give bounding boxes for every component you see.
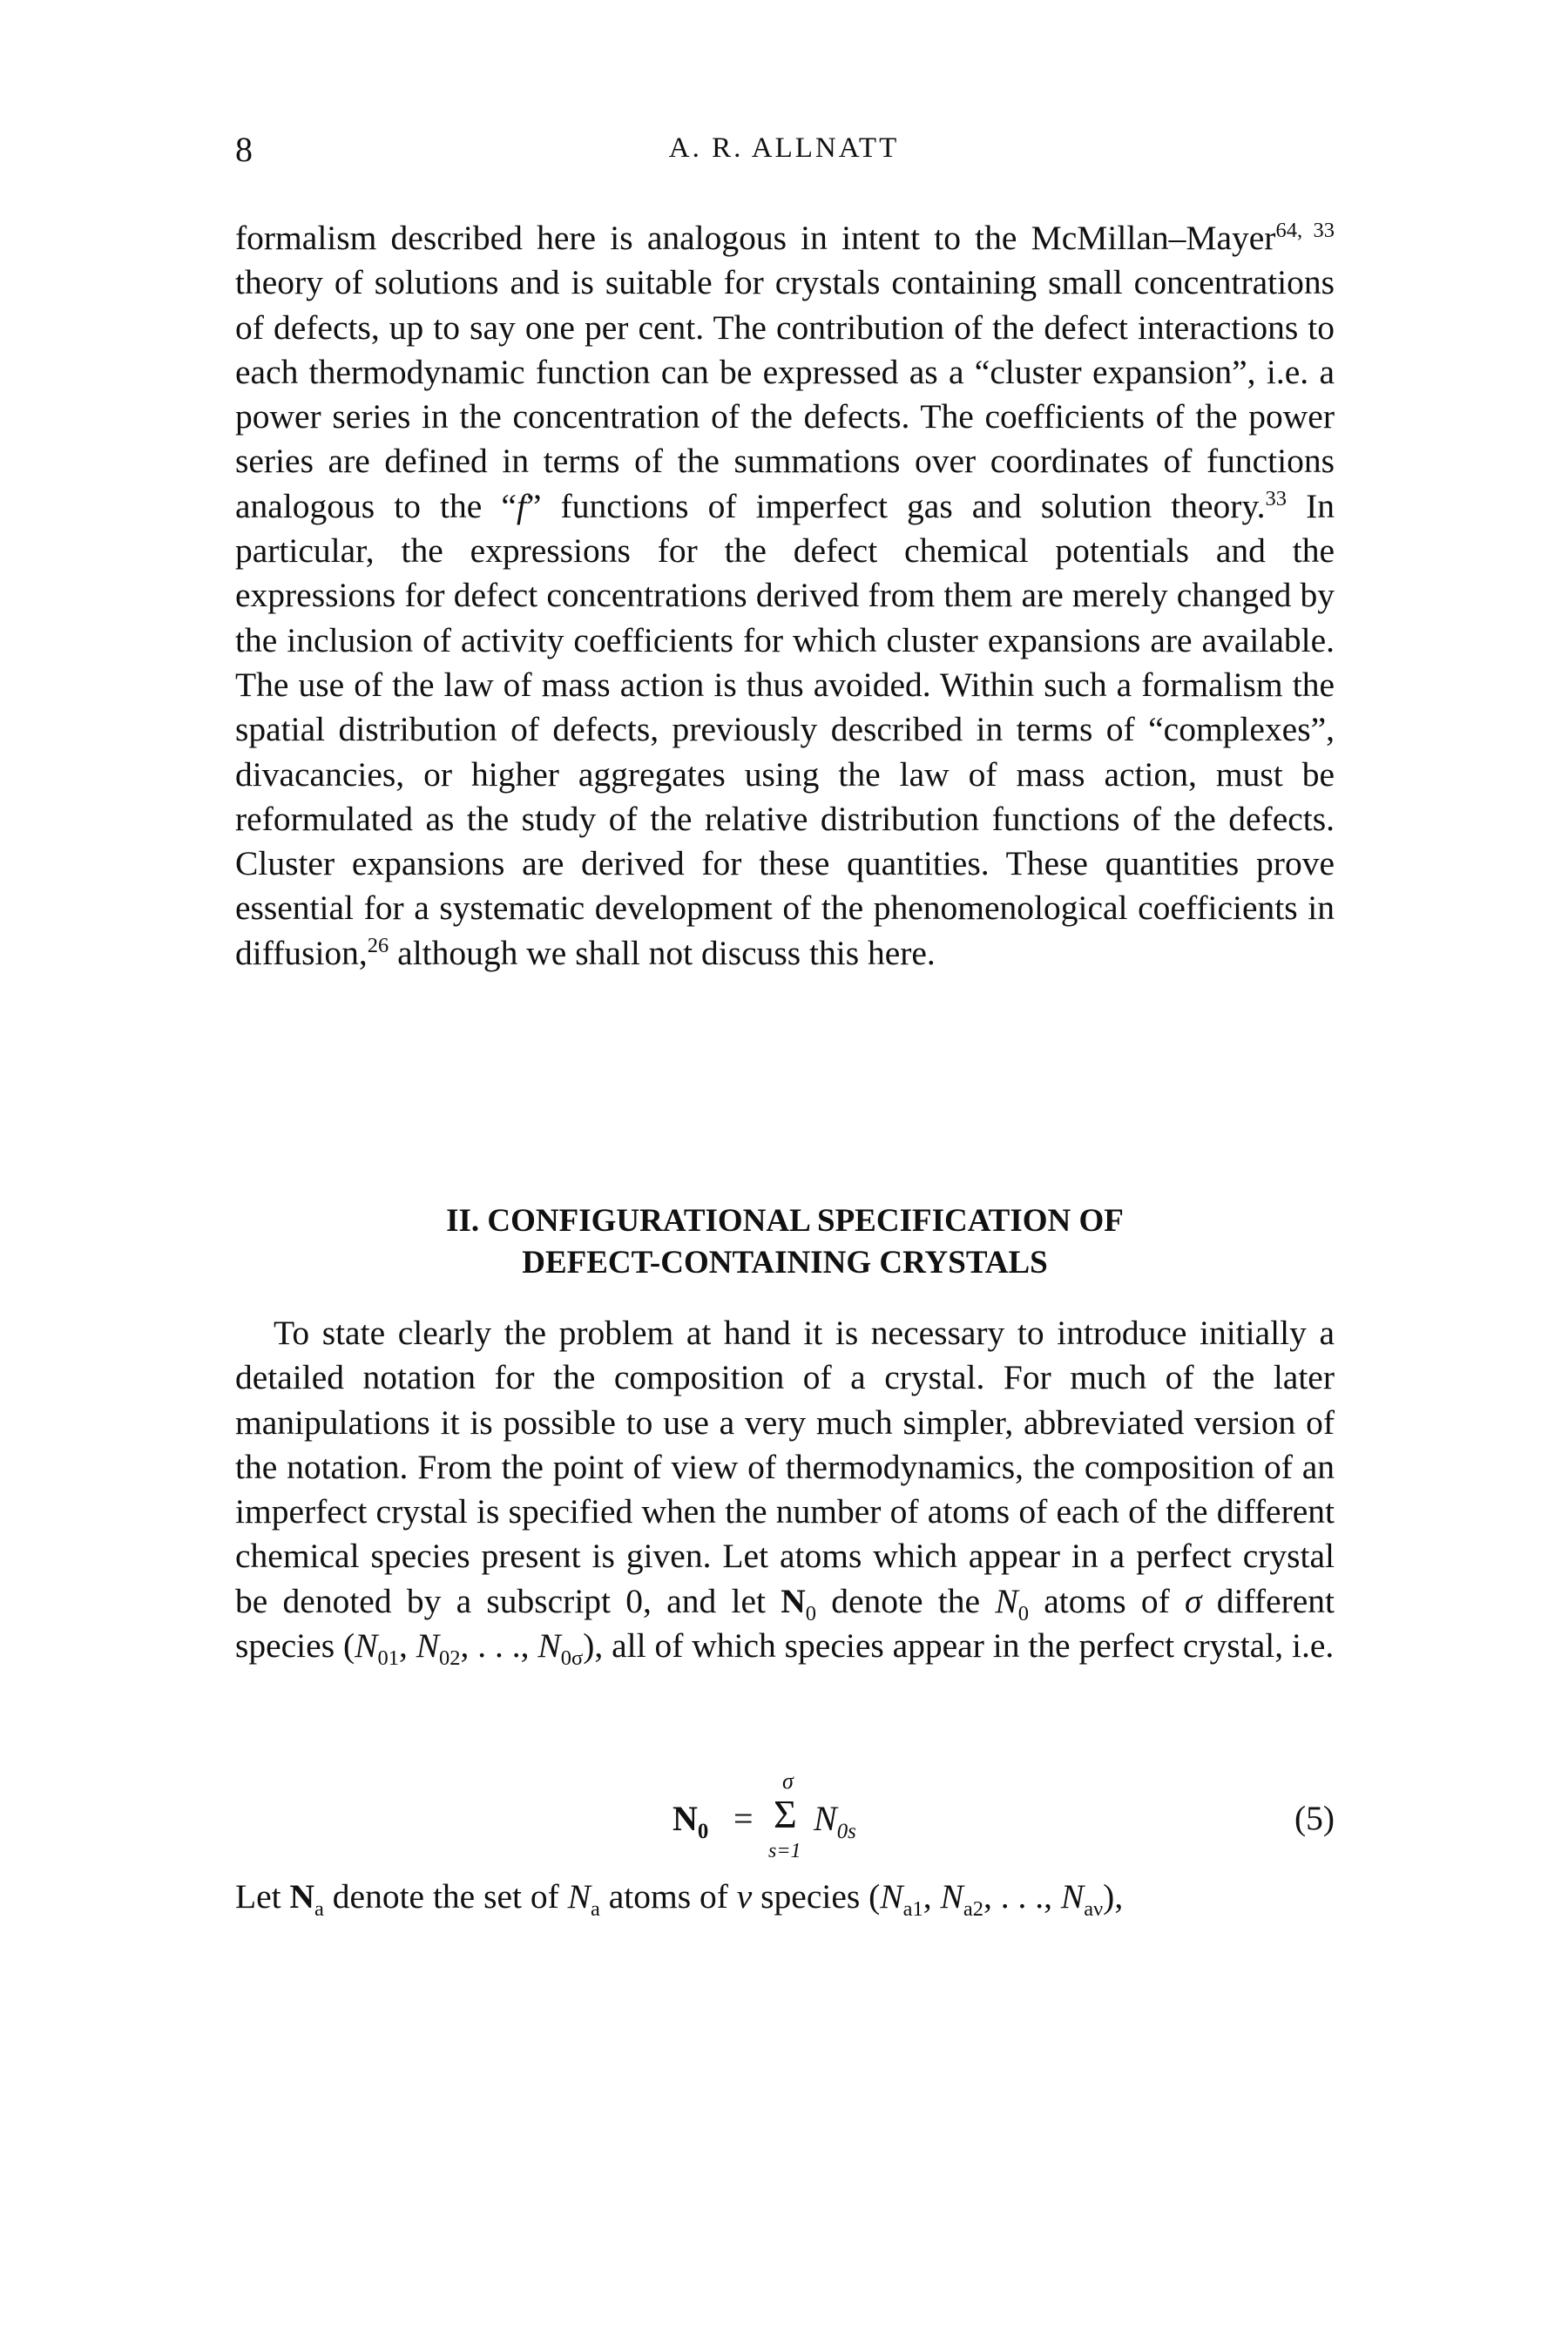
summation-sign: Σ [774, 1792, 797, 1836]
citation: 26 [367, 933, 389, 957]
citation: 33 [1265, 486, 1287, 510]
body-paragraph-3: Let $N_a$ denote the set of $N_a$ atoms of ν species ($N_{a1}$, $N_{a2}$, . . ., $N_{a\nu}$), [235, 1877, 1124, 1921]
section-heading: II. CONFIGURATIONAL SPECIFICATION OF DEFECT-CONTAINING CRYSTALS [446, 1203, 1124, 1281]
summand: $N_{0s}$ [814, 1799, 856, 1843]
equation-5 [235, 1768, 1335, 1864]
running-head [0, 129, 1568, 172]
equation-lhs: $N_0$ [672, 1799, 709, 1843]
equation-number: (5) [1294, 1799, 1335, 1837]
body-paragraph-1: formalism described here is analogous in intent to the McMillan–Mayer$^{64, 33}$ theory of solutions and is suitable for crystals containing small concentrations of defects, up to say one per cent. The contribution of the defect interactions to each thermodynamic function can be expressed as a “cluster expansion”, i.e. a power series in the concentration of the defects. The coefficients of the power series are defined in terms of the summations over coordinates of functions analogous to the “f” functions of imperfect gas and solution theory.$^{33}$ In particular, the expressions for the defect chemical potentials and the expressions for defect concentrations derived from them are merely changed by the inclusion of activity coefficients for which cluster expansions are available. The use of the law of mass action is thus avoided. Within such a formalism the spatial distribution of defects, previously described in terms of “complexes”, divacancies, or higher aggregates using the law of mass action, must be reformulated as the study of the relative distribution functions of the defects. Cluster expansions are derived for these quantities. These quantities prove essential for a systematic development of the phenomenological coefficients in diffusion,$^{26}$ although we shall not discuss this here. [235, 218, 1335, 972]
body-paragraph-2: To state clearly the problem at hand it is necessary to introduce initially a detailed notation for the composition of a crystal. For much of the later manipulations it is possible to use a very much simpler, abbreviated version of the notation. From the point of view of thermodynamics, the composition of an imperfect crystal is specified when the number of atoms of each of the different chemical species present is given. Let atoms which appear in a perfect crystal be denoted by a subscript 0, and let $N_0$ denote the $N_0$ atoms of σ different species ($N_{01}$, $N_{02}$, . . ., $N_{0\sigma}$), all of which species appear in the perfect crystal, i.e. [235, 1314, 1335, 1670]
sum-lower-limit: s=1 [768, 1840, 801, 1862]
equation-body [672, 1768, 899, 1864]
equals-sign: = [733, 1799, 754, 1838]
running-title: A. R. ALLNATT [668, 132, 900, 164]
sum-upper-limit: σ [782, 1768, 794, 1794]
citation: 64, 33 [1275, 218, 1335, 242]
page-number: 8 [235, 130, 253, 169]
